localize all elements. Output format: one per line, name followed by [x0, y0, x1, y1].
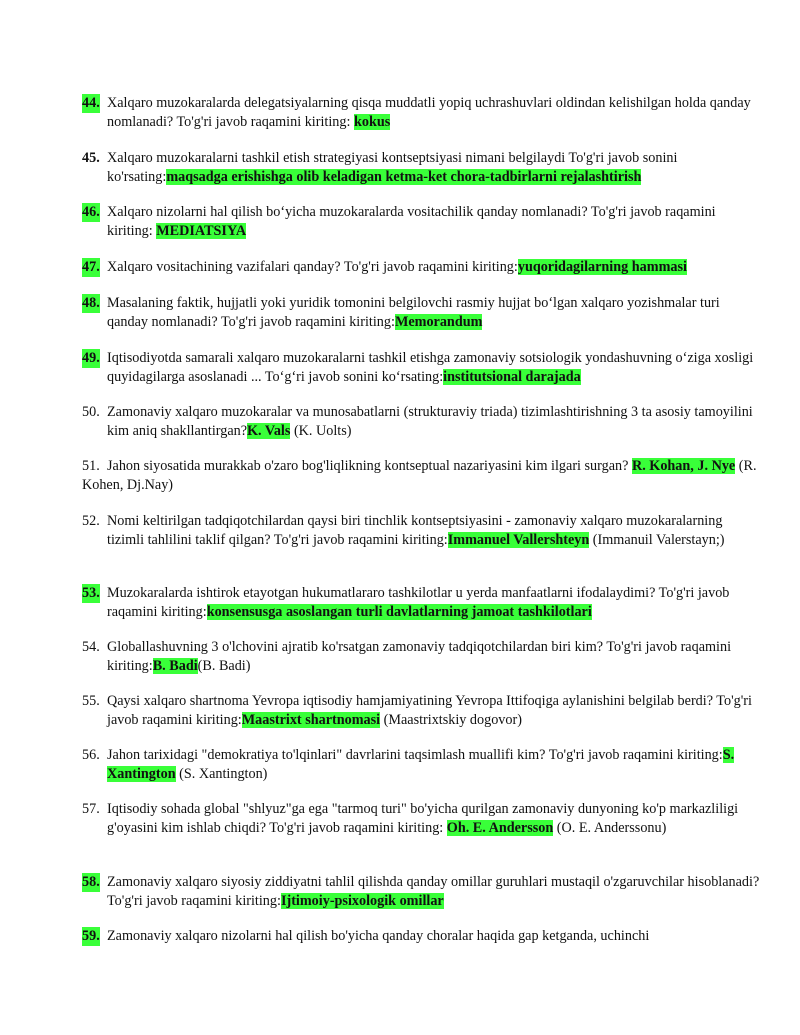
question-text: Xalqaro muzokaralarda delegatsiyalarning qisqa muddatli yopiq uchrashuvlari oldindan kelishilgan holda qanday nomlanadi? To'g'ri javob raqamini kiriting: [107, 95, 751, 130]
question-51 [82, 457, 762, 494]
answer-note: (K. Uolts) [290, 422, 352, 439]
answer-highlight: K. Vals [247, 422, 291, 439]
question-text: Zamonaviy xalqaro muzokaralar va munosabatlarni (strukturaviy triada) tizimlashtirishning 3 ta asosiy tamoyilini kim aniq shakllantirgan? [107, 404, 753, 439]
question-number: 55. [82, 693, 100, 709]
question-text: Xalqaro vositachining vazifalari qanday? To'g'ri javob raqamini kiriting: [107, 259, 518, 275]
question-57 [82, 800, 762, 837]
answer-highlight: Memorandum [394, 313, 483, 330]
answer-highlight: MEDIATSIYA [156, 222, 247, 239]
question-number: 54. [82, 639, 100, 655]
question-47 [82, 258, 762, 277]
question-number: 50. [82, 404, 100, 420]
question-54 [82, 638, 762, 675]
question-56 [82, 746, 762, 783]
answer-highlight: yuqoridagilarning hammasi [517, 259, 687, 275]
question-58 [82, 873, 762, 910]
question-number: 52. [82, 513, 100, 529]
question-48 [82, 294, 762, 331]
question-55 [82, 692, 762, 729]
answer-note: (Immanuil Valerstayn;) [589, 531, 725, 548]
answer-highlight: maqsadga erishishga olib keladigan ketma-ket chora-tadbirlarni rejalashtirish [166, 168, 642, 185]
question-52 [82, 512, 762, 549]
answer-note: (O. E. Anderssonu) [553, 819, 667, 836]
question-number: 44. [82, 95, 100, 111]
question-46 [82, 203, 762, 240]
question-text: Zamonaviy xalqaro nizolarni hal qilish bo'yicha qanday choralar haqida gap ketganda, uchinchi [107, 928, 650, 944]
answer-highlight: S. Xantington [107, 747, 735, 782]
question-text: Iqtisodiy sohada global "shlyuz"ga ega "tarmoq turi" bo'yicha qurilgan zamonaviy dunyoning ko'p markazliligi g'oyasini kim ishlab chiqdi? To'g'ri javob raqamini kiriting: [107, 801, 739, 836]
answer-highlight: kokus [353, 113, 391, 130]
question-text: Jahon siyosatida murakkab o'zaro bog'liqlikning kontseptual nazariyasini kim ilgari surgan? [107, 458, 632, 474]
question-number: 45. [82, 150, 100, 166]
question-53 [82, 584, 762, 621]
question-number: 46. [82, 204, 100, 220]
answer-highlight: institutsional darajada [443, 368, 581, 385]
question-49 [82, 349, 762, 386]
question-number: 47. [82, 259, 100, 275]
question-number: 56. [82, 747, 100, 763]
question-text: Muzokaralarda ishtirok etayotgan hukumatlararo tashkilotlar u yerda manfaatlarni ifodalaydimi? To'g'ri javob raqamini kiriting: [107, 585, 730, 620]
question-number: 58. [82, 874, 100, 890]
question-number: 49. [82, 350, 100, 366]
answer-note: (R. Kohen, Dj.Nay) [82, 458, 757, 493]
answer-highlight: Maastrixt shartnomasi [241, 711, 381, 728]
answer-note: (S. Xantington) [175, 765, 268, 782]
answer-note: (Maastrixtskiy dogovor) [380, 711, 522, 728]
answer-highlight: Immanuel Vallershteyn [447, 531, 590, 548]
question-text: Xalqaro muzokaralarni tashkil etish strategiyasi kontseptsiyasi nimani belgilaydi To'g'ri javob sonini ko'rsating: [107, 150, 678, 185]
question-text: Globallashuvning 3 o'lchovini ajratib ko'rsatgan zamonaviy tadqiqotchilardan biri kim? To'g'ri javob raqamini kiriting: [107, 639, 732, 674]
question-number: 59. [82, 928, 100, 944]
question-number: 53. [82, 585, 100, 601]
question-text: Masalaning faktik, hujjatli yoki yuridik tomonini belgilovchi rasmiy hujjat bo‘lgan xalqaro yozishmalar turi qanday nomlanadi? To'g'ri javob raqamini kiriting: [107, 295, 720, 330]
question-50 [82, 403, 762, 440]
answer-highlight: R. Kohan, J. Nye [631, 458, 736, 474]
question-number: 57. [82, 801, 100, 817]
answer-highlight: Oh. E. Andersson [446, 819, 554, 836]
question-45 [82, 149, 762, 186]
question-59 [82, 927, 762, 946]
answer-note: (B. Badi) [197, 657, 251, 674]
answer-highlight: konsensusga asoslangan turli davlatlarning jamoat tashkilotlari [206, 603, 592, 620]
question-text: Qaysi xalqaro shartnoma Yevropa iqtisodiy hamjamiyatining Yevropa Ittifoqiga aylanishini belgilab berdi? To'g'ri javob raqamini kiriting: [107, 693, 752, 728]
question-number: 51. [82, 458, 100, 474]
question-44 [82, 94, 762, 131]
question-text: Xalqaro nizolarni hal qilish bo‘yicha muzokaralarda vositachilik qanday nomlanadi? To'g'ri javob raqamini kiriting: [107, 204, 716, 239]
question-text: Zamonaviy xalqaro siyosiy ziddiyatni tahlil qilishda qanday omillar guruhlari mustaqil o'zgaruvchilar hisoblanadi? To'g'ri javob raqamini kiriting: [107, 874, 760, 909]
answer-highlight: B. Badi [152, 657, 198, 674]
question-text: Iqtisodiyotda samarali xalqaro muzokaralarni tashkil etishga zamonaviy sotsiologik yondashuvning o‘ziga xosligi quyidagilarga asoslanadi ... To‘g‘ri javob sonini ko‘rsating: [107, 350, 754, 385]
question-text: Nomi keltirilgan tadqiqotchilardan qaysi biri tinchlik kontseptsiyasini - zamonaviy xalqaro muzokaralarning tizimli tahlilini taklif qilgan? To'g'ri javob raqamini kiriting: [107, 513, 723, 548]
question-text: Jahon tarixidagi "demokratiya to'lqinlari" davrlarini taqsimlash muallifi kim? To'g'ri javob raqamini kiriting: [107, 747, 723, 763]
question-number: 48. [82, 295, 100, 311]
answer-highlight: Ijtimoiy-psixologik omillar [280, 892, 444, 909]
